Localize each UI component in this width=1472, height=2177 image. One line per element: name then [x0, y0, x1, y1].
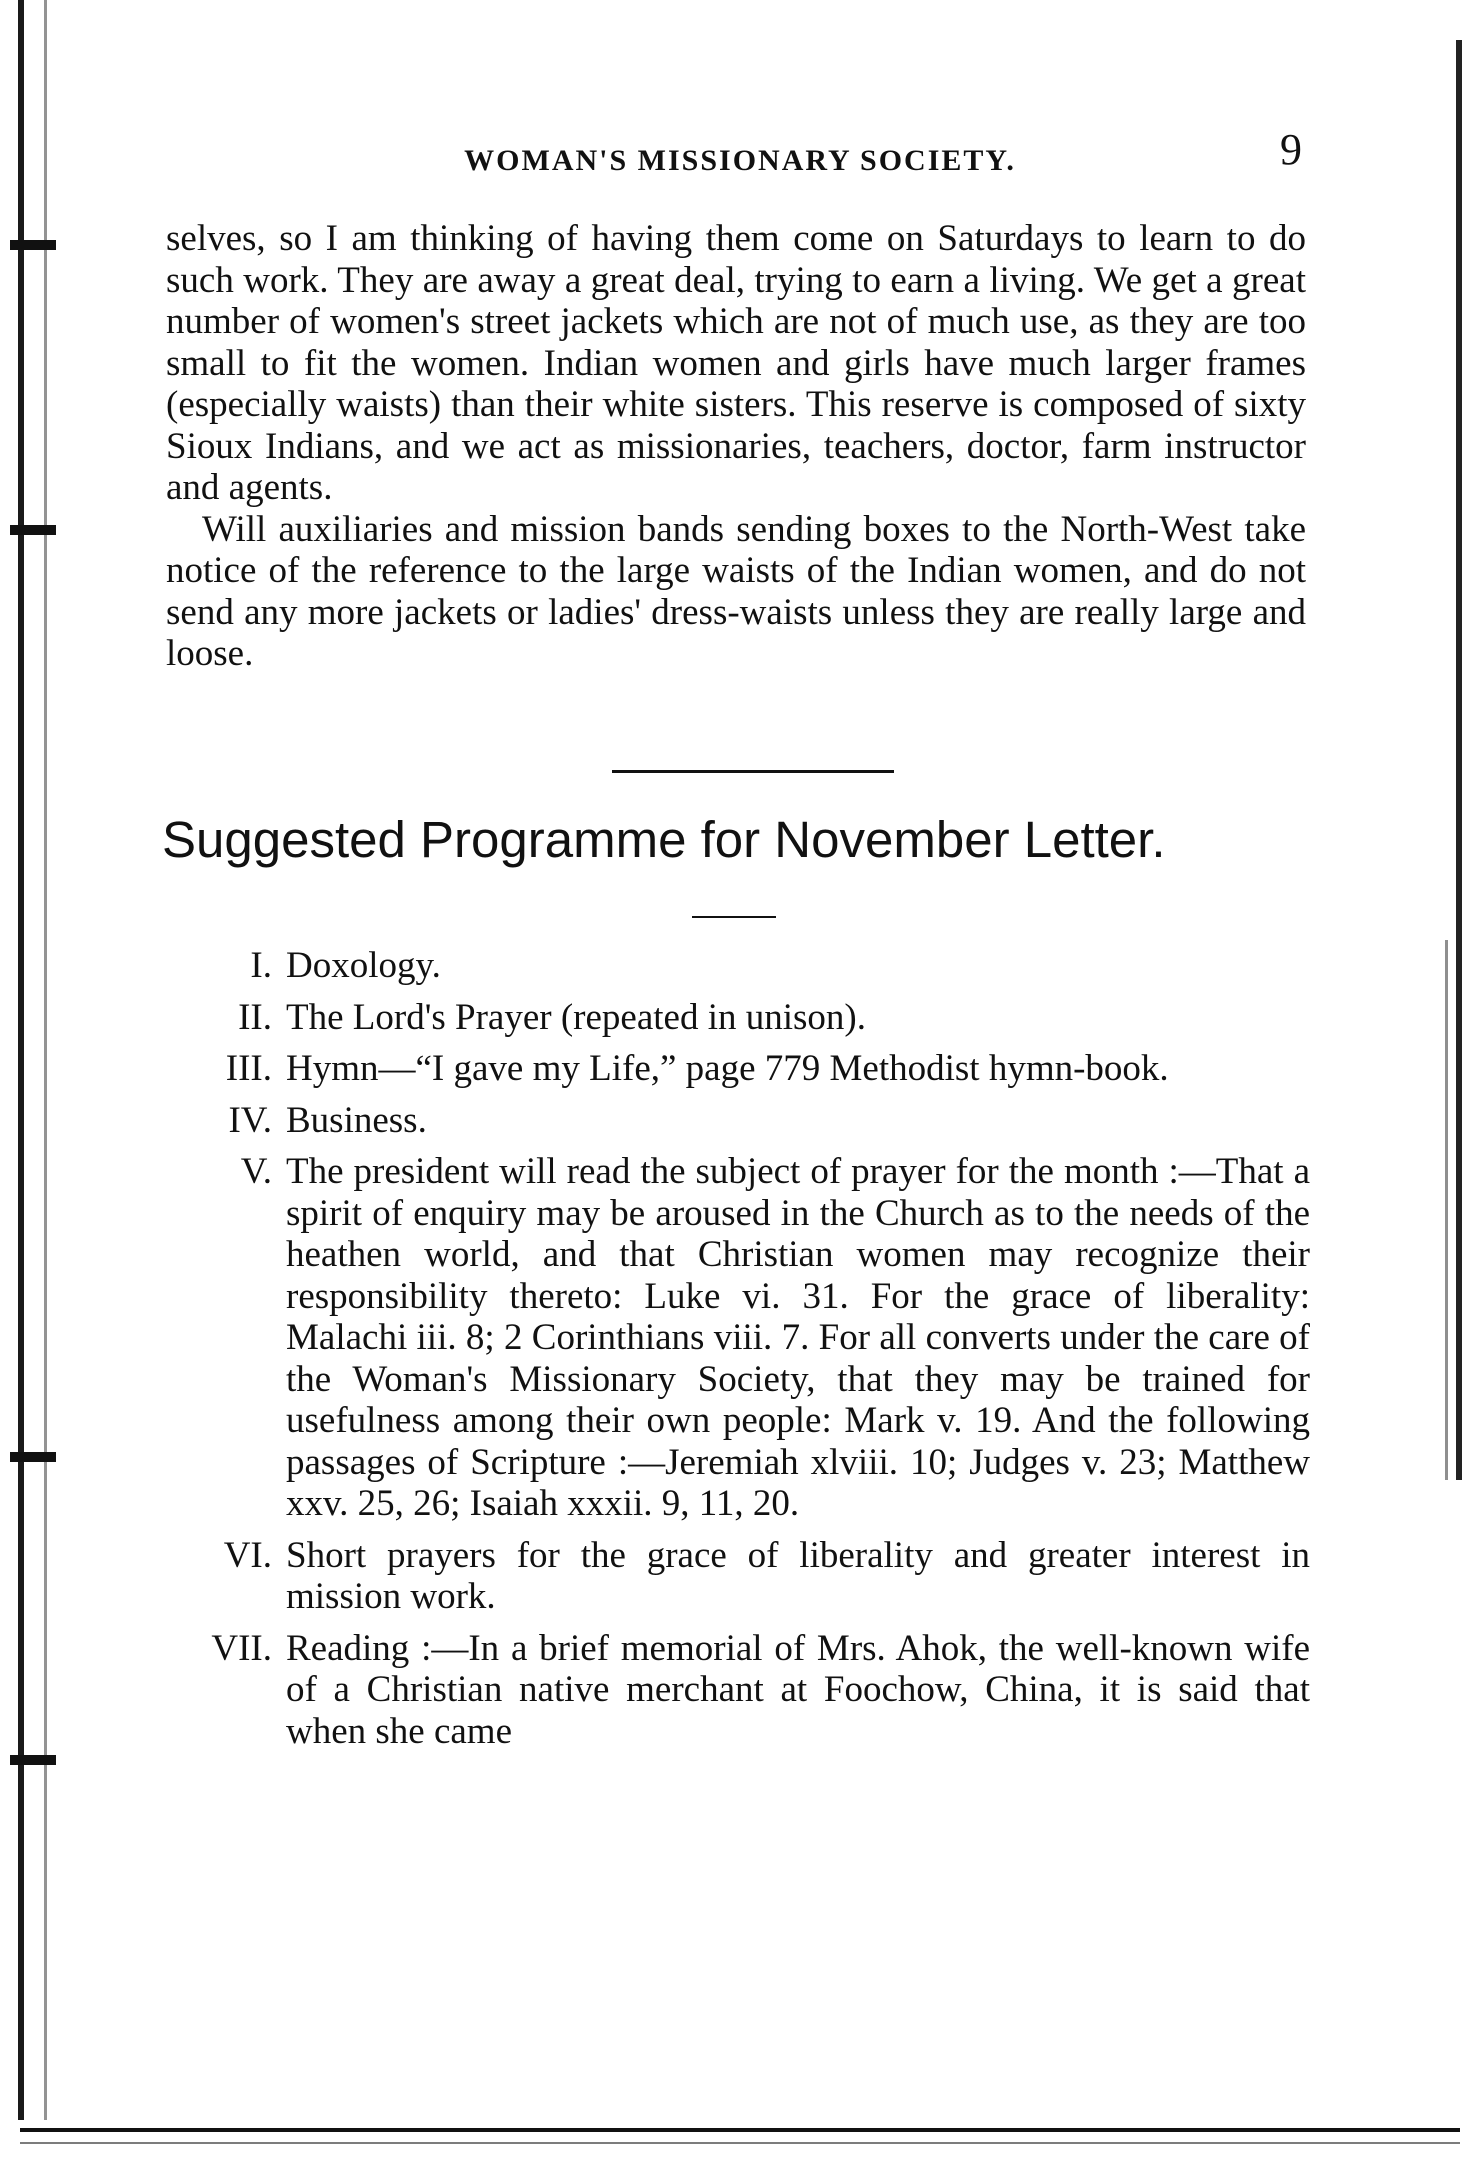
binding-mark — [10, 525, 56, 535]
programme-list — [170, 945, 1310, 1762]
page-number: 9 — [1280, 125, 1302, 174]
item-number: III. — [225, 1048, 272, 1089]
paragraph: Will auxiliaries and mission bands sending boxes to the North-West take notice of the reference to the large waists of the Indian women, and do not send any more jackets or ladies' dress-waists unless they are really large and loose. — [166, 508, 1306, 674]
page-bottom-shadow — [20, 2142, 1460, 2144]
item-text: Reading :—In a brief memorial of Mrs. Ahok, the well-known wife of a Christian native merchant at Foochow, China, it is said that when she came — [286, 1627, 1310, 1752]
page-edge-shadow — [1445, 940, 1448, 1480]
item-text: Hymn—“I gave my Life,” page 779 Methodist hymn-book. — [286, 1048, 1169, 1089]
item-text: Doxology. — [286, 945, 441, 986]
item-number: VII. — [211, 1627, 272, 1669]
item-number: VI. — [223, 1534, 272, 1576]
programme-item — [170, 1628, 1310, 1753]
item-number: IV. — [228, 1099, 272, 1141]
programme-item — [170, 1100, 1310, 1142]
running-head: WOMAN'S MISSIONARY SOCIETY. — [464, 144, 1016, 177]
binding-mark — [10, 240, 56, 250]
heading-underline — [692, 916, 776, 918]
page-edge — [1456, 40, 1462, 1480]
item-number: V. — [240, 1151, 272, 1192]
binding-edge — [18, 0, 24, 2120]
programme-item — [170, 1535, 1310, 1618]
programme-item — [170, 1151, 1310, 1525]
programme-item — [170, 1048, 1310, 1090]
body-text — [166, 218, 1306, 675]
page-bottom-edge — [20, 2128, 1460, 2132]
section-heading: Suggested Programme for November Letter. — [162, 811, 1166, 868]
item-text: The president will read the subject of prayer for the month :—That a spirit of enquiry may be aroused in the Church as to the needs of the heathen world, and that Christian women may recognize their responsibility thereto: Luke vi. 31. For the grace of liberality: Malachi iii. 8; 2 Corinthians viii. 7. For all converts under the care of the Woman's Missionary Society, that they may be trained for usefulness among their own people: Mark v. 19. And the following passages of Scripture :—Jeremiah xlviii. 10; Judges v. 23; Matthew xxv. 25, 26; Isaiah xxxii. 9, 11, 20. — [286, 1151, 1310, 1524]
section-divider — [612, 770, 894, 773]
item-text: Short prayers for the grace of liberality and greater interest in mission work. — [286, 1534, 1310, 1617]
binding-shadow — [44, 0, 47, 2120]
binding-mark — [10, 1452, 56, 1462]
programme-item — [170, 997, 1310, 1039]
binding-mark — [10, 1755, 56, 1765]
item-text: The Lord's Prayer (repeated in unison). — [286, 996, 866, 1038]
item-number: II. — [238, 996, 272, 1038]
paragraph: selves, so I am thinking of having them come on Saturdays to learn to do such work. They are away a great deal, trying to earn a living. We get a great number of women's street jackets which are not of much use, as they are too small to fit the women. Indian women and girls have much larger frames (especially waists) than their white sisters. This reserve is composed of sixty Sioux Indians, and we act as missionaries, teachers, doctor, farm instructor and agents. — [166, 218, 1306, 508]
item-number: I. — [250, 945, 272, 986]
programme-item — [170, 945, 1310, 987]
item-text: Business. — [286, 1099, 427, 1141]
